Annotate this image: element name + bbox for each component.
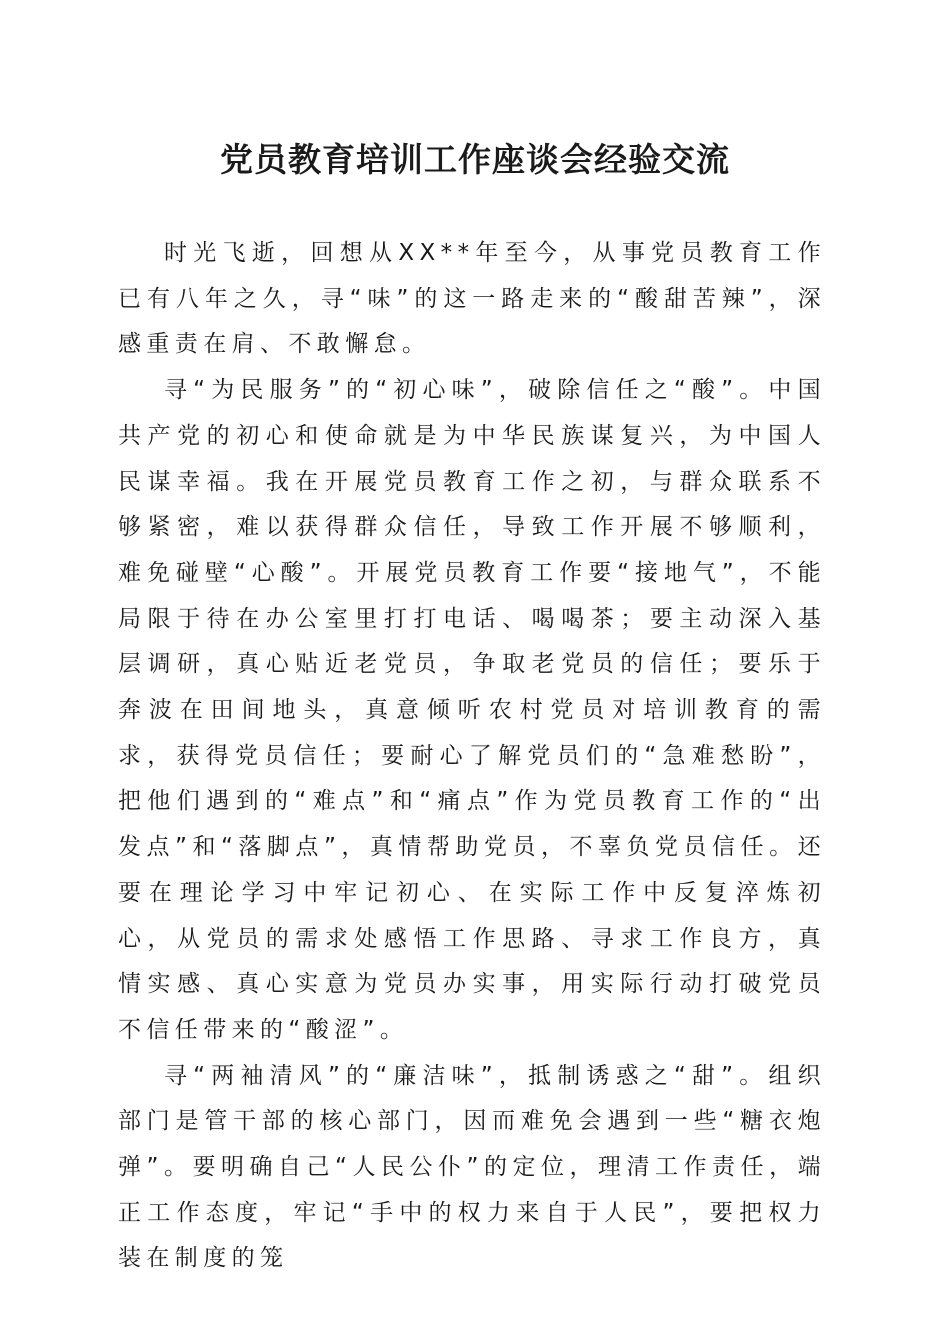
document-title: 党员教育培训工作座谈会经验交流 [220, 140, 730, 179]
paragraph-intro: 时光飞逝，回想从XX**年至今，从事党员教育工作已有八年之久，寻“味”的这一路走来的“酸甜苦辣”，深感重责在肩、不敢懈怠。 [118, 240, 826, 358]
paragraph-initial-heart: 寻“为民服务”的“初心味”，破除信任之“酸”。中国共产党的初心和使命就是为中华民族谋复兴，为中国人民谋幸福。我在开展党员教育工作之初，与群众联系不够紧密，难以获得群众信任，导致工作开展不够顺利，难免碰壁“心酸”。开展党员教育工作要“接地气”，不能局限于待在办公室里打打电话、喝喝茶；要主动深入基层调研，真心贴近老党员，争取老党员的信任；要乐于奔波在田间地头，真意倾听农村党员对培训教育的需求，获得党员信任；要耐心了解党员们的“急难愁盼”，把他们遇到的“难点”和“痛点”作为党员教育工作的“出发点”和“落脚点”，真情帮助党员，不辜负党员信任。还要在理论学习中牢记初心、在实际工作中反复淬炼初心，从党员的需求处感悟工作思路、寻求工作良方，真情实感、真心实意为党员办实事，用实际行动打破党员不信任带来的“酸涩”。 [118, 377, 826, 1043]
paragraph-integrity: 寻“两袖清风”的“廉洁味”，抵制诱惑之“甜”。组织部门是管干部的核心部门，因而难免会遇到一些“糖衣炮弹”。要明确自己“人民公仆”的定位，理清工作责任，端正工作态度，牢记“手中的权力来自于人民”，要把权力装在制度的笼 [118, 1062, 826, 1272]
document-body [118, 231, 826, 1282]
